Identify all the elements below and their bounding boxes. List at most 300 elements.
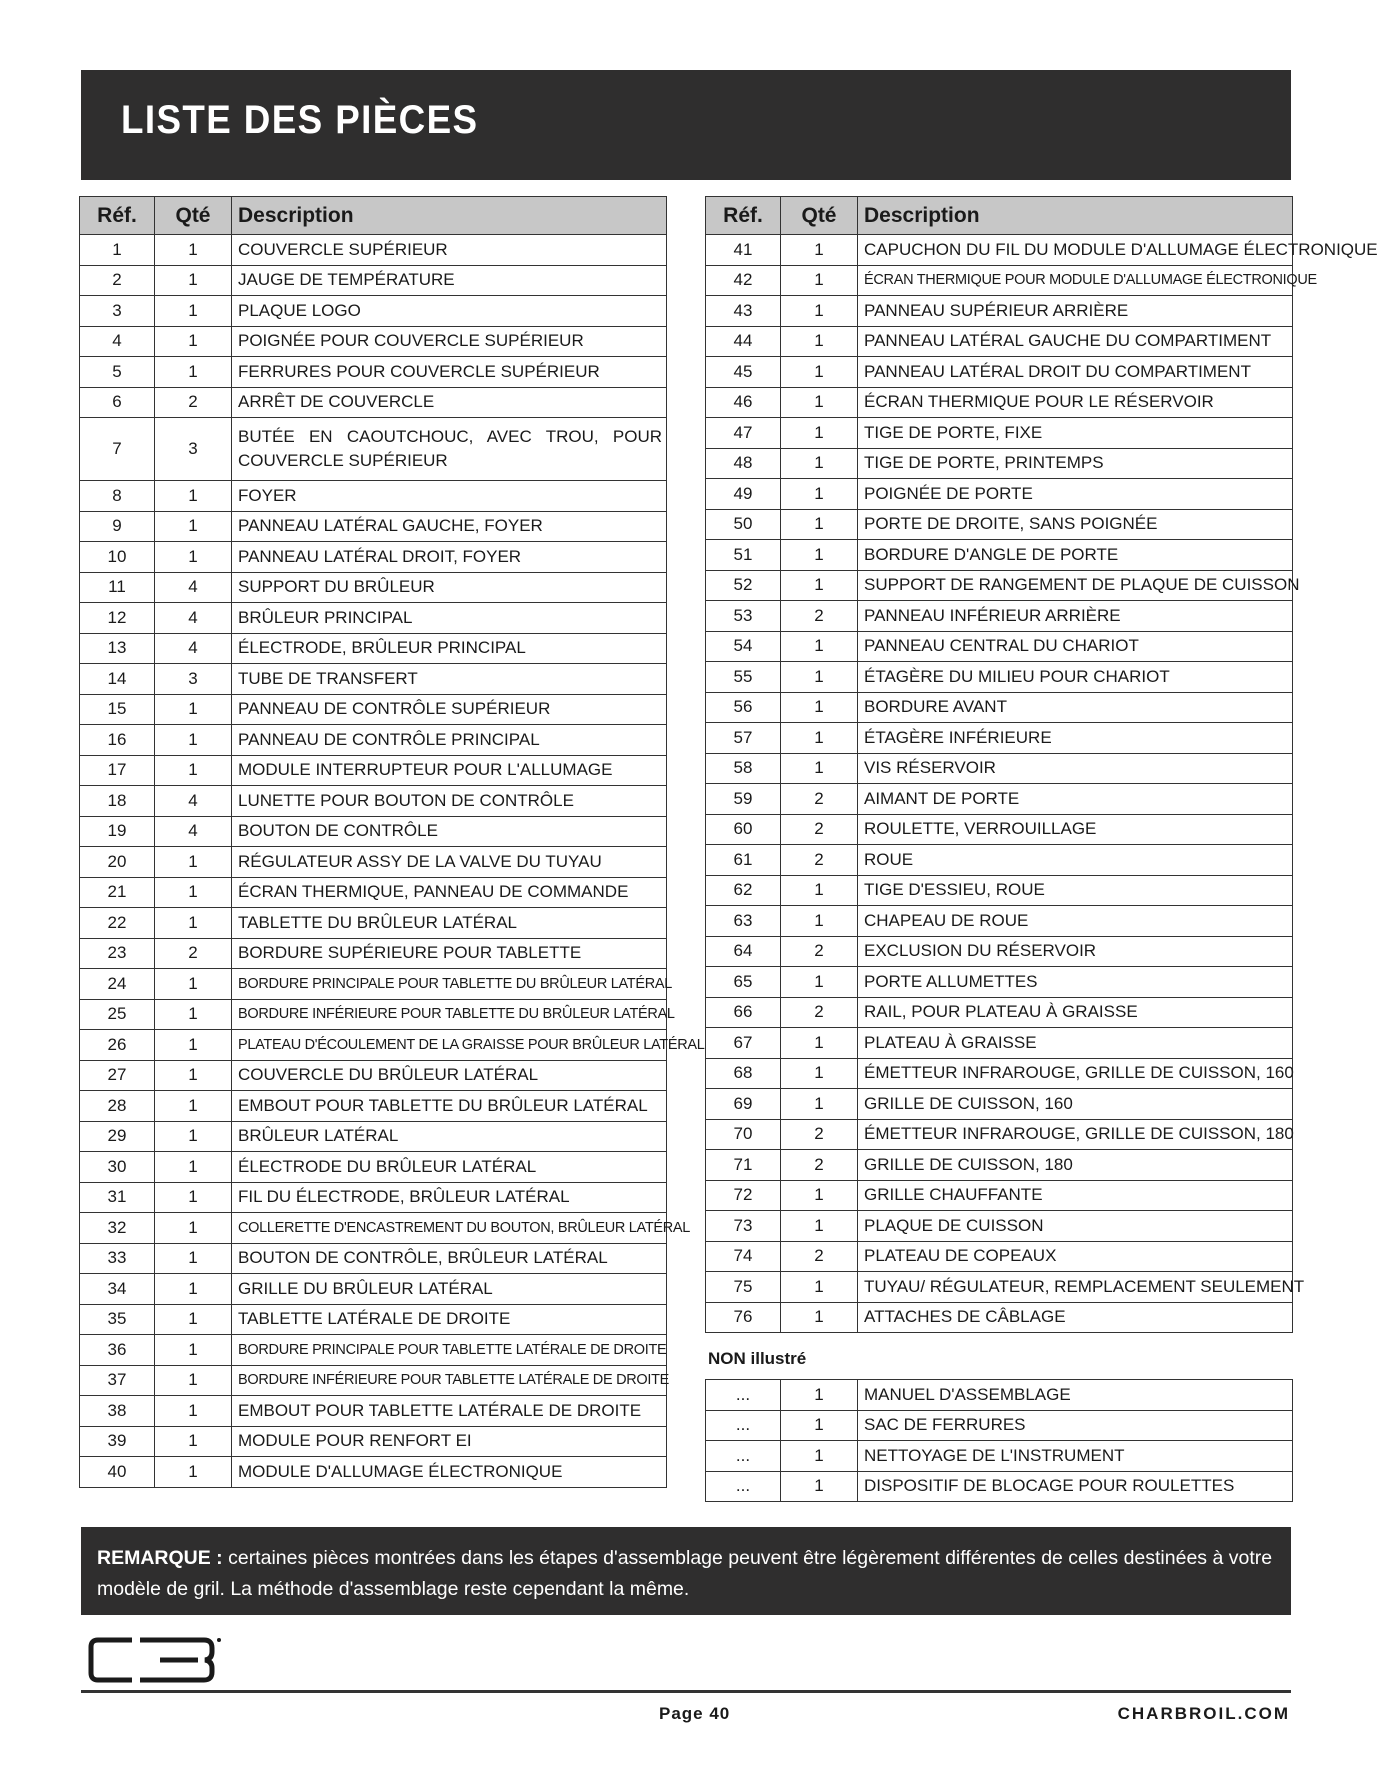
- qty-cell: 1: [781, 1180, 858, 1211]
- qty-cell: 1: [155, 969, 232, 1000]
- qty-cell: 1: [155, 1060, 232, 1091]
- ref-cell: 17: [80, 755, 155, 786]
- qty-cell: 1: [155, 296, 232, 327]
- table-row: [80, 387, 667, 418]
- description-cell: PLATEAU À GRAISSE: [858, 1028, 1293, 1059]
- ref-cell: 20: [80, 847, 155, 878]
- description-cell: ARRÊT DE COUVERCLE: [232, 387, 667, 418]
- qty-cell: 1: [155, 877, 232, 908]
- qty-cell: 1: [781, 1441, 858, 1472]
- qty-cell: 1: [155, 694, 232, 725]
- ref-cell: 69: [706, 1089, 781, 1120]
- table-row: [706, 662, 1293, 693]
- table-row: [80, 816, 667, 847]
- description-cell: ATTACHES DE CÂBLAGE: [858, 1302, 1293, 1333]
- qty-cell: 1: [781, 570, 858, 601]
- description-cell: RÉGULATEUR ASSY DE LA VALVE DU TUYAU: [232, 847, 667, 878]
- table-row: [80, 481, 667, 512]
- qty-cell: 1: [155, 235, 232, 266]
- description-cell: PLAQUE DE CUISSON: [858, 1211, 1293, 1242]
- qty-cell: 4: [155, 572, 232, 603]
- qty-cell: 1: [781, 875, 858, 906]
- description-cell: ÉLECTRODE DU BRÛLEUR LATÉRAL: [232, 1152, 667, 1183]
- ref-cell: 56: [706, 692, 781, 723]
- table-row: [706, 631, 1293, 662]
- description-cell: TIGE DE PORTE, PRINTEMPS: [858, 448, 1293, 479]
- qty-cell: 2: [781, 784, 858, 815]
- description-cell: ÉMETTEUR INFRAROUGE, GRILLE DE CUISSON, 160: [858, 1058, 1293, 1089]
- description-cell: NETTOYAGE DE L'INSTRUMENT: [858, 1441, 1293, 1472]
- description-cell: PLATEAU D'ÉCOULEMENT DE LA GRAISSE POUR BRÛLEUR LATÉRAL: [232, 1030, 667, 1061]
- description-cell: ÉTAGÈRE INFÉRIEURE: [858, 723, 1293, 754]
- header-qty: Qté: [781, 197, 858, 235]
- description-cell: PORTE DE DROITE, SANS POIGNÉE: [858, 509, 1293, 540]
- table-row: [80, 694, 667, 725]
- ref-cell: 60: [706, 814, 781, 845]
- description-cell: POIGNÉE DE PORTE: [858, 479, 1293, 510]
- description-cell: SUPPORT DE RANGEMENT DE PLAQUE DE CUISSON: [858, 570, 1293, 601]
- ref-cell: 36: [80, 1335, 155, 1366]
- table-row: [80, 1396, 667, 1427]
- table-row: [80, 603, 667, 634]
- qty-cell: 1: [155, 1152, 232, 1183]
- table-row: [80, 326, 667, 357]
- table-row: [80, 755, 667, 786]
- qty-cell: 1: [155, 847, 232, 878]
- description-cell: BRÛLEUR PRINCIPAL: [232, 603, 667, 634]
- ref-cell: 73: [706, 1211, 781, 1242]
- description-cell: TUBE DE TRANSFERT: [232, 664, 667, 695]
- table-row: [706, 723, 1293, 754]
- qty-cell: 1: [155, 908, 232, 939]
- ref-cell: 59: [706, 784, 781, 815]
- description-cell: PANNEAU INFÉRIEUR ARRIÈRE: [858, 601, 1293, 632]
- ref-cell: 16: [80, 725, 155, 756]
- ref-cell: 43: [706, 296, 781, 327]
- description-cell: PANNEAU LATÉRAL GAUCHE DU COMPARTIMENT: [858, 326, 1293, 357]
- ref-cell: 42: [706, 265, 781, 296]
- description-cell: PANNEAU SUPÉRIEUR ARRIÈRE: [858, 296, 1293, 327]
- ref-cell: 45: [706, 357, 781, 388]
- table-row: [706, 1302, 1293, 1333]
- remark-label: REMARQUE :: [97, 1547, 223, 1569]
- description-cell: FOYER: [232, 481, 667, 512]
- parts-table-not-shown: [705, 1379, 1293, 1502]
- table-row: [706, 1380, 1293, 1411]
- ref-cell: 23: [80, 938, 155, 969]
- qty-cell: 1: [781, 418, 858, 449]
- table-row: [80, 235, 667, 266]
- footer-divider: [81, 1690, 1291, 1693]
- qty-cell: 1: [781, 1211, 858, 1242]
- description-cell: BRÛLEUR LATÉRAL: [232, 1121, 667, 1152]
- description-cell: BOUTON DE CONTRÔLE: [232, 816, 667, 847]
- description-cell: BORDURE INFÉRIEURE POUR TABLETTE LATÉRALE DE DROITE: [232, 1365, 667, 1396]
- description-cell: ÉCRAN THERMIQUE POUR MODULE D'ALLUMAGE ÉLECTRONIQUE: [858, 265, 1293, 296]
- table-row: [80, 725, 667, 756]
- header-ref: Réf.: [706, 197, 781, 235]
- qty-cell: 1: [781, 235, 858, 266]
- qty-cell: 3: [155, 418, 232, 481]
- ref-cell: 29: [80, 1121, 155, 1152]
- table-row: [80, 1121, 667, 1152]
- description-cell: RAIL, POUR PLATEAU À GRAISSE: [858, 997, 1293, 1028]
- qty-cell: 4: [155, 816, 232, 847]
- table-row: [706, 326, 1293, 357]
- qty-cell: 1: [155, 1457, 232, 1488]
- qty-cell: 1: [155, 999, 232, 1030]
- qty-cell: 2: [155, 938, 232, 969]
- qty-cell: 1: [781, 1302, 858, 1333]
- qty-cell: 1: [155, 481, 232, 512]
- table-row: [80, 1274, 667, 1305]
- ref-cell: 76: [706, 1302, 781, 1333]
- description-cell: EXCLUSION DU RÉSERVOIR: [858, 936, 1293, 967]
- table-row: [80, 1213, 667, 1244]
- qty-cell: 1: [155, 1335, 232, 1366]
- description-cell: TUYAU/ RÉGULATEUR, REMPLACEMENT SEULEMENT: [858, 1272, 1293, 1303]
- ref-cell: 25: [80, 999, 155, 1030]
- description-cell: TABLETTE DU BRÛLEUR LATÉRAL: [232, 908, 667, 939]
- qty-cell: 1: [155, 1213, 232, 1244]
- table-row: [80, 664, 667, 695]
- ref-cell: 3: [80, 296, 155, 327]
- table-row: [706, 509, 1293, 540]
- table-row: [80, 1060, 667, 1091]
- ref-cell: 13: [80, 633, 155, 664]
- description-cell: EMBOUT POUR TABLETTE LATÉRALE DE DROITE: [232, 1396, 667, 1427]
- description-cell: SUPPORT DU BRÛLEUR: [232, 572, 667, 603]
- qty-cell: 1: [155, 1243, 232, 1274]
- table-row: [706, 357, 1293, 388]
- ref-cell: 2: [80, 265, 155, 296]
- table-row: [80, 633, 667, 664]
- description-cell: MODULE D'ALLUMAGE ÉLECTRONIQUE: [232, 1457, 667, 1488]
- table-row: [80, 1335, 667, 1366]
- qty-cell: 1: [781, 357, 858, 388]
- ref-cell: 46: [706, 387, 781, 418]
- table-row: [706, 814, 1293, 845]
- table-row: [80, 786, 667, 817]
- table-row: [706, 845, 1293, 876]
- ref-cell: 53: [706, 601, 781, 632]
- ref-cell: 50: [706, 509, 781, 540]
- qty-cell: 1: [155, 1304, 232, 1335]
- description-cell: BORDURE AVANT: [858, 692, 1293, 723]
- qty-cell: 1: [781, 1058, 858, 1089]
- qty-cell: 1: [155, 1121, 232, 1152]
- ref-cell: 26: [80, 1030, 155, 1061]
- description-cell: BORDURE INFÉRIEURE POUR TABLETTE DU BRÛLEUR LATÉRAL: [232, 999, 667, 1030]
- table-row: [80, 1243, 667, 1274]
- ref-cell: 27: [80, 1060, 155, 1091]
- qty-cell: 2: [781, 814, 858, 845]
- table-row: [706, 875, 1293, 906]
- description-cell: POIGNÉE POUR COUVERCLE SUPÉRIEUR: [232, 326, 667, 357]
- title-bar: [81, 70, 1291, 180]
- ref-cell: 55: [706, 662, 781, 693]
- ref-cell: ...: [706, 1380, 781, 1411]
- qty-cell: 1: [781, 1410, 858, 1441]
- description-cell: PORTE ALLUMETTES: [858, 967, 1293, 998]
- description-cell: SAC DE FERRURES: [858, 1410, 1293, 1441]
- description-cell: GRILLE DE CUISSON, 180: [858, 1150, 1293, 1181]
- table-row: [706, 1150, 1293, 1181]
- table-row: [80, 542, 667, 573]
- ref-cell: 38: [80, 1396, 155, 1427]
- table-row: [80, 1152, 667, 1183]
- qty-cell: 1: [155, 542, 232, 573]
- ref-cell: 61: [706, 845, 781, 876]
- description-cell: GRILLE DE CUISSON, 160: [858, 1089, 1293, 1120]
- ref-cell: ...: [706, 1471, 781, 1502]
- description-cell: ÉLECTRODE, BRÛLEUR PRINCIPAL: [232, 633, 667, 664]
- ref-cell: 9: [80, 511, 155, 542]
- table-row: [706, 235, 1293, 266]
- qty-cell: 1: [781, 1089, 858, 1120]
- ref-cell: ...: [706, 1441, 781, 1472]
- page-number: Page 40: [659, 1704, 731, 1723]
- description-cell: ÉMETTEUR INFRAROUGE, GRILLE DE CUISSON, 180: [858, 1119, 1293, 1150]
- table-row: [706, 753, 1293, 784]
- table-row: [706, 784, 1293, 815]
- ref-cell: 30: [80, 1152, 155, 1183]
- description-cell: LUNETTE POUR BOUTON DE CONTRÔLE: [232, 786, 667, 817]
- table-row: [706, 1119, 1293, 1150]
- qty-cell: 4: [155, 633, 232, 664]
- ref-cell: ...: [706, 1410, 781, 1441]
- ref-cell: 22: [80, 908, 155, 939]
- table-row: [706, 936, 1293, 967]
- description-cell: ÉTAGÈRE DU MILIEU POUR CHARIOT: [858, 662, 1293, 693]
- description-cell: BORDURE PRINCIPALE POUR TABLETTE DU BRÛLEUR LATÉRAL: [232, 969, 667, 1000]
- description-cell: MODULE POUR RENFORT EI: [232, 1426, 667, 1457]
- table-row: [706, 1241, 1293, 1272]
- description-cell: BORDURE PRINCIPALE POUR TABLETTE LATÉRALE DE DROITE: [232, 1335, 667, 1366]
- qty-cell: 1: [155, 357, 232, 388]
- description-cell: PANNEAU CENTRAL DU CHARIOT: [858, 631, 1293, 662]
- table-row: [706, 1272, 1293, 1303]
- description-cell: PLAQUE LOGO: [232, 296, 667, 327]
- description-cell: BORDURE D'ANGLE DE PORTE: [858, 540, 1293, 571]
- ref-cell: 74: [706, 1241, 781, 1272]
- qty-cell: 1: [781, 1380, 858, 1411]
- description-cell: JAUGE DE TEMPÉRATURE: [232, 265, 667, 296]
- website-url: CHARBROIL.COM: [1117, 1704, 1290, 1723]
- ref-cell: 70: [706, 1119, 781, 1150]
- ref-cell: 71: [706, 1150, 781, 1181]
- ref-cell: 7: [80, 418, 155, 481]
- description-cell: MANUEL D'ASSEMBLAGE: [858, 1380, 1293, 1411]
- ref-cell: 33: [80, 1243, 155, 1274]
- ref-cell: 14: [80, 664, 155, 695]
- ref-cell: 65: [706, 967, 781, 998]
- qty-cell: 1: [781, 1471, 858, 1502]
- ref-cell: 41: [706, 235, 781, 266]
- ref-cell: 48: [706, 448, 781, 479]
- qty-cell: 1: [781, 753, 858, 784]
- table-row: [80, 296, 667, 327]
- ref-cell: 11: [80, 572, 155, 603]
- table-row: [706, 479, 1293, 510]
- qty-cell: 1: [781, 906, 858, 937]
- table-row: [706, 448, 1293, 479]
- table-row: [80, 357, 667, 388]
- qty-cell: 2: [781, 1241, 858, 1272]
- ref-cell: 49: [706, 479, 781, 510]
- ref-cell: 52: [706, 570, 781, 601]
- table-row: [80, 1426, 667, 1457]
- ref-cell: 21: [80, 877, 155, 908]
- charbroil-logo: [86, 1634, 224, 1686]
- ref-cell: 24: [80, 969, 155, 1000]
- qty-cell: 2: [781, 1150, 858, 1181]
- table-row: [706, 1441, 1293, 1472]
- qty-cell: 1: [155, 1091, 232, 1122]
- ref-cell: 12: [80, 603, 155, 634]
- table-row: [80, 265, 667, 296]
- ref-cell: 1: [80, 235, 155, 266]
- table-row: [80, 999, 667, 1030]
- description-cell: EMBOUT POUR TABLETTE DU BRÛLEUR LATÉRAL: [232, 1091, 667, 1122]
- parts-table-right: [705, 196, 1378, 1333]
- qty-cell: 1: [155, 1426, 232, 1457]
- ref-cell: 8: [80, 481, 155, 512]
- description-cell: BORDURE SUPÉRIEURE POUR TABLETTE: [232, 938, 667, 969]
- table-row: [706, 1089, 1293, 1120]
- ref-cell: 28: [80, 1091, 155, 1122]
- table-row: [706, 1410, 1293, 1441]
- description-cell: GRILLE CHAUFFANTE: [858, 1180, 1293, 1211]
- ref-cell: 35: [80, 1304, 155, 1335]
- qty-cell: 1: [781, 509, 858, 540]
- description-cell: TABLETTE LATÉRALE DE DROITE: [232, 1304, 667, 1335]
- qty-cell: 4: [155, 786, 232, 817]
- qty-cell: 1: [155, 1396, 232, 1427]
- table-row: [706, 570, 1293, 601]
- qty-cell: 2: [781, 1119, 858, 1150]
- qty-cell: 1: [155, 1182, 232, 1213]
- table-row: [706, 1058, 1293, 1089]
- description-cell: PANNEAU DE CONTRÔLE PRINCIPAL: [232, 725, 667, 756]
- description-cell: AIMANT DE PORTE: [858, 784, 1293, 815]
- header-description: Description: [858, 197, 1293, 235]
- ref-cell: 63: [706, 906, 781, 937]
- qty-cell: 1: [155, 511, 232, 542]
- qty-cell: 1: [781, 967, 858, 998]
- description-cell: PANNEAU DE CONTRÔLE SUPÉRIEUR: [232, 694, 667, 725]
- ref-cell: 15: [80, 694, 155, 725]
- table-row: [80, 938, 667, 969]
- table-row: [80, 877, 667, 908]
- qty-cell: 1: [781, 692, 858, 723]
- ref-cell: 57: [706, 723, 781, 754]
- not-shown-label: NON illustré: [708, 1349, 807, 1368]
- ref-cell: 47: [706, 418, 781, 449]
- ref-cell: 54: [706, 631, 781, 662]
- table-row: [80, 1365, 667, 1396]
- ref-cell: 6: [80, 387, 155, 418]
- table-row: [80, 1304, 667, 1335]
- description-cell: BOUTON DE CONTRÔLE, BRÛLEUR LATÉRAL: [232, 1243, 667, 1274]
- ref-cell: 44: [706, 326, 781, 357]
- ref-cell: 72: [706, 1180, 781, 1211]
- qty-cell: 4: [155, 603, 232, 634]
- description-cell: PANNEAU LATÉRAL DROIT, FOYER: [232, 542, 667, 573]
- table-row: [706, 265, 1293, 296]
- description-cell: ÉCRAN THERMIQUE, PANNEAU DE COMMANDE: [232, 877, 667, 908]
- ref-cell: 51: [706, 540, 781, 571]
- qty-cell: 1: [781, 1028, 858, 1059]
- table-row: [706, 387, 1293, 418]
- description-cell: VIS RÉSERVOIR: [858, 753, 1293, 784]
- description-cell: CAPUCHON DU FIL DU MODULE D'ALLUMAGE ÉLECTRONIQUE: [858, 235, 1293, 266]
- table-row: [80, 572, 667, 603]
- description-cell: COUVERCLE SUPÉRIEUR: [232, 235, 667, 266]
- qty-cell: 1: [781, 631, 858, 662]
- qty-cell: 2: [155, 387, 232, 418]
- table-row: [80, 1182, 667, 1213]
- description-cell: COUVERCLE DU BRÛLEUR LATÉRAL: [232, 1060, 667, 1091]
- page-title: LISTE DES PIÈCES: [121, 98, 479, 142]
- qty-cell: 1: [781, 326, 858, 357]
- qty-cell: 3: [155, 664, 232, 695]
- table-row: [80, 1030, 667, 1061]
- qty-cell: 1: [781, 387, 858, 418]
- table-row: [706, 1180, 1293, 1211]
- table-row: [706, 418, 1293, 449]
- description-cell: TIGE DE PORTE, FIXE: [858, 418, 1293, 449]
- qty-cell: 1: [781, 723, 858, 754]
- qty-cell: 1: [155, 755, 232, 786]
- table-row: [80, 969, 667, 1000]
- remark-text: certaines pièces montrées dans les étapes d'assemblage peuvent être légèrement différentes de celles destinées à votre modèle de gril. La méthode d'assemblage reste cependant la même.: [97, 1547, 1273, 1600]
- description-cell: GRILLE DU BRÛLEUR LATÉRAL: [232, 1274, 667, 1305]
- ref-cell: 68: [706, 1058, 781, 1089]
- qty-cell: 1: [781, 662, 858, 693]
- description-cell: ROULETTE, VERROUILLAGE: [858, 814, 1293, 845]
- header-description: Description: [232, 197, 667, 235]
- qty-cell: 2: [781, 845, 858, 876]
- ref-cell: 31: [80, 1182, 155, 1213]
- ref-cell: 10: [80, 542, 155, 573]
- qty-cell: 2: [781, 936, 858, 967]
- qty-cell: 1: [781, 479, 858, 510]
- table-row: [706, 601, 1293, 632]
- qty-cell: 1: [155, 1365, 232, 1396]
- qty-cell: 1: [155, 1030, 232, 1061]
- table-row: [706, 1028, 1293, 1059]
- ref-cell: 66: [706, 997, 781, 1028]
- qty-cell: 1: [781, 448, 858, 479]
- table-row: [706, 540, 1293, 571]
- description-cell: ÉCRAN THERMIQUE POUR LE RÉSERVOIR: [858, 387, 1293, 418]
- ref-cell: 67: [706, 1028, 781, 1059]
- description-cell: TIGE D'ESSIEU, ROUE: [858, 875, 1293, 906]
- description-cell: MODULE INTERRUPTEUR POUR L'ALLUMAGE: [232, 755, 667, 786]
- qty-cell: 1: [155, 265, 232, 296]
- ref-cell: 75: [706, 1272, 781, 1303]
- ref-cell: 34: [80, 1274, 155, 1305]
- qty-cell: 1: [155, 326, 232, 357]
- description-cell: ROUE: [858, 845, 1293, 876]
- ref-cell: 64: [706, 936, 781, 967]
- description-cell: CHAPEAU DE ROUE: [858, 906, 1293, 937]
- ref-cell: 37: [80, 1365, 155, 1396]
- table-row: [706, 967, 1293, 998]
- description-cell: PLATEAU DE COPEAUX: [858, 1241, 1293, 1272]
- qty-cell: 1: [155, 1274, 232, 1305]
